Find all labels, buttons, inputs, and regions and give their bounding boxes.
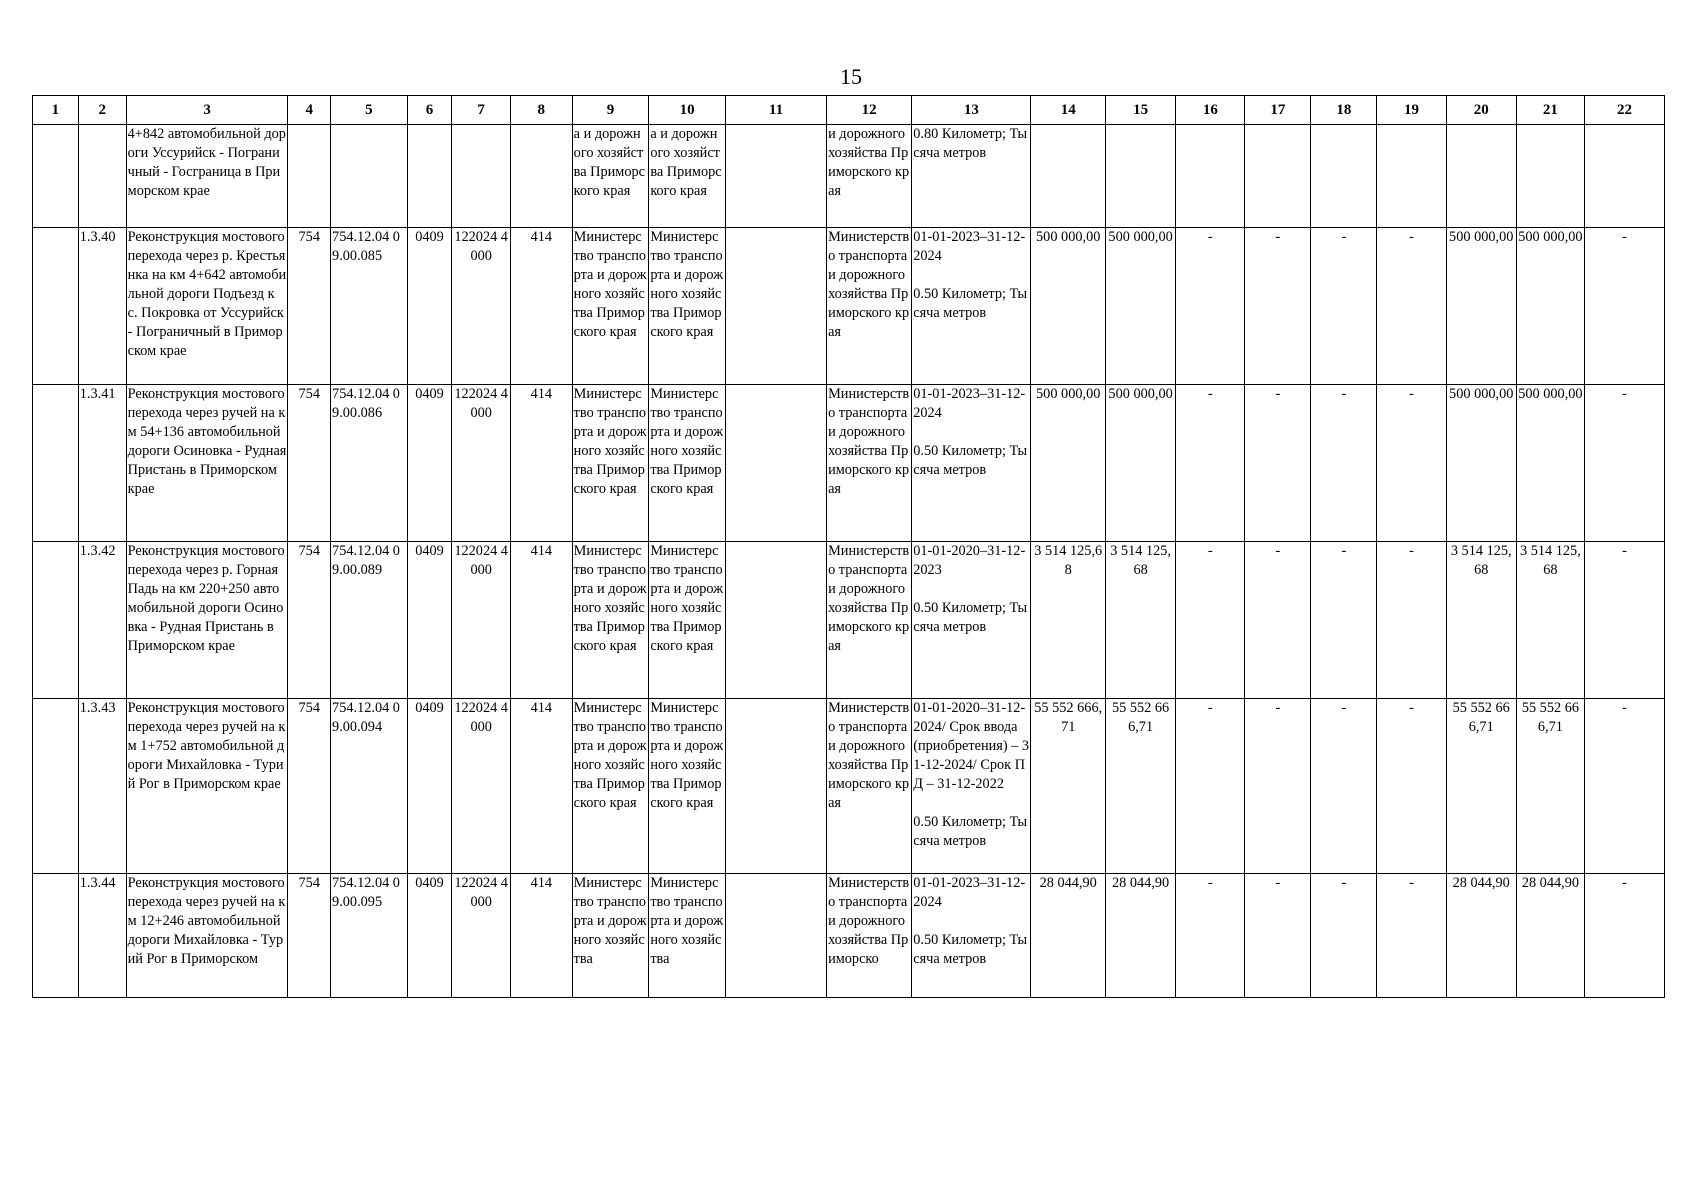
table-cell-col-11 [725,385,826,542]
table-cell-col-18: - [1311,874,1377,998]
table-cell-col-22: - [1584,874,1664,998]
table-cell-col-21 [1516,125,1584,228]
column-header: 12 [827,96,912,125]
table-cell-col-8: 414 [510,699,572,874]
table-cell-col-19: - [1377,228,1446,385]
table-cell-col-10: Министерство транспорта и дорожного хозяйства [649,874,726,998]
table-cell-col-17: - [1245,385,1311,542]
table-cell-col-4: 754 [288,874,331,998]
table-cell-col-12: Министерство транспорта и дорожного хозяйства Приморского края [827,385,912,542]
table-cell-col-3: 4+842 автомобильной дороги Уссурийск - Пограничный - Госграница в Приморском крае [126,125,288,228]
column-header: 20 [1446,96,1516,125]
table-cell-col-1 [33,874,79,998]
column-header: 10 [649,96,726,125]
table-cell-col-9: Министерство транспорта и дорожного хозяйства Приморского края [572,228,649,385]
table-cell-col-22: - [1584,542,1664,699]
table-row [33,699,1665,874]
table-cell-col-14: 3 514 125,68 [1031,542,1106,699]
table-cell-col-9: Министерство транспорта и дорожного хозяйства Приморского края [572,699,649,874]
table-cell-col-20 [1446,125,1516,228]
table-cell-col-6: 0409 [407,542,452,699]
column-header: 22 [1584,96,1664,125]
column-header: 2 [78,96,126,125]
table-cell-col-8: 414 [510,228,572,385]
table-cell-col-14: 500 000,00 [1031,228,1106,385]
table-cell-col-15: 28 044,90 [1105,874,1175,998]
column-header: 8 [510,96,572,125]
table-cell-col-17 [1245,125,1311,228]
table-cell-col-4: 754 [288,228,331,385]
table-cell-col-21: 55 552 666,71 [1516,699,1584,874]
table-cell-col-2: 1.3.41 [78,385,126,542]
table-cell-col-8: 414 [510,874,572,998]
table-cell-col-11 [725,228,826,385]
table-cell-col-15: 55 552 666,71 [1105,699,1175,874]
table-cell-col-17: - [1245,699,1311,874]
table-cell-col-17: - [1245,228,1311,385]
table-cell-col-9: Министерство транспорта и дорожного хозяйства Приморского края [572,385,649,542]
table-row [33,385,1665,542]
table-cell-col-21: 28 044,90 [1516,874,1584,998]
table-cell-col-12: Министерство транспорта и дорожного хозяйства Приморского края [827,699,912,874]
table-cell-col-17: - [1245,542,1311,699]
table-cell-col-20: 3 514 125,68 [1446,542,1516,699]
table-cell-col-5: 754.12.04 09.00.086 [331,385,408,542]
table-cell-col-20: 55 552 666,71 [1446,699,1516,874]
table-cell-col-6: 0409 [407,385,452,542]
table-cell-col-1 [33,385,79,542]
column-header: 15 [1105,96,1175,125]
column-header: 11 [725,96,826,125]
column-header: 13 [912,96,1031,125]
column-header: 17 [1245,96,1311,125]
table-cell-col-5: 754.12.04 09.00.085 [331,228,408,385]
column-header: 19 [1377,96,1446,125]
table-cell-col-7: 122024 4000 [452,699,511,874]
table-cell-col-6 [407,125,452,228]
table-cell-col-16: - [1176,385,1245,542]
table-cell-col-4: 754 [288,699,331,874]
table-cell-col-5 [331,125,408,228]
column-header: 5 [331,96,408,125]
table-cell-col-11 [725,699,826,874]
header-row [33,96,1665,125]
table-cell-col-20: 500 000,00 [1446,228,1516,385]
table-cell-col-10: Министерство транспорта и дорожного хозяйства Приморского края [649,228,726,385]
table-cell-col-22 [1584,125,1664,228]
column-header: 9 [572,96,649,125]
page-number: 15 [840,64,862,89]
table-cell-col-10: Министерство транспорта и дорожного хозяйства Приморского края [649,385,726,542]
table-cell-col-20: 28 044,90 [1446,874,1516,998]
table-cell-col-22: - [1584,228,1664,385]
table-cell-col-15: 500 000,00 [1105,228,1175,385]
table-cell-col-2 [78,125,126,228]
table-cell-col-7: 122024 4000 [452,542,511,699]
table-row [33,874,1665,998]
table-cell-col-5: 754.12.04 09.00.095 [331,874,408,998]
table-row [33,542,1665,699]
table-cell-col-9: Министерство транспорта и дорожного хозяйства Приморского края [572,542,649,699]
table-cell-col-8 [510,125,572,228]
table-cell-col-12: и дорожного хозяйства Приморского края [827,125,912,228]
table-cell-col-1 [33,699,79,874]
table-cell-col-4: 754 [288,542,331,699]
column-header: 14 [1031,96,1106,125]
table-cell-col-1 [33,228,79,385]
table-cell-col-12: Министерство транспорта и дорожного хозяйства Приморского края [827,228,912,385]
table-cell-col-5: 754.12.04 09.00.089 [331,542,408,699]
table-row [33,125,1665,228]
table-cell-col-18: - [1311,699,1377,874]
table-cell-col-21: 3 514 125,68 [1516,542,1584,699]
table-cell-col-3: Реконструкция мостового перехода через ручей на км 1+752 автомобильной дороги Михайловка - Турий Рог в Приморском крае [126,699,288,874]
table-cell-col-13: 01-01-2023–31-12-2024 0.50 Километр; Тысяча метров [912,874,1031,998]
column-header: 6 [407,96,452,125]
program-table [32,95,1665,998]
table-cell-col-5: 754.12.04 09.00.094 [331,699,408,874]
table-cell-col-18: - [1311,385,1377,542]
table-cell-col-19: - [1377,874,1446,998]
table-cell-col-2: 1.3.43 [78,699,126,874]
table-cell-col-15: 500 000,00 [1105,385,1175,542]
table-cell-col-13: 01-01-2020–31-12-2024/ Срок ввода (приобретения) – 31-12-2024/ Срок ПД – 31-12-2022 0.50 Километр; Тысяча метров [912,699,1031,874]
table-cell-col-16: - [1176,228,1245,385]
table-cell-col-18 [1311,125,1377,228]
table-cell-col-3: Реконструкция мостового перехода через р. Горная Падь на км 220+250 автомобильной дороги Осиновка - Рудная Пристань в Приморском крае [126,542,288,699]
table-cell-col-14: 500 000,00 [1031,385,1106,542]
table-cell-col-2: 1.3.40 [78,228,126,385]
column-header: 21 [1516,96,1584,125]
table-cell-col-11 [725,874,826,998]
table-cell-col-12: Министерство транспорта и дорожного хозяйства Приморско [827,874,912,998]
table-cell-col-21: 500 000,00 [1516,385,1584,542]
table-cell-col-2: 1.3.42 [78,542,126,699]
table-cell-col-15 [1105,125,1175,228]
table-cell-col-19 [1377,125,1446,228]
table-cell-col-3: Реконструкция мостового перехода через р. Крестьянка на км 4+642 автомобильной дороги Подъезд к с. Покровка от Уссурийск - Пограничный в Приморском крае [126,228,288,385]
table-cell-col-13: 01-01-2023–31-12-2024 0.50 Километр; Тысяча метров [912,385,1031,542]
table-cell-col-20: 500 000,00 [1446,385,1516,542]
table-cell-col-1 [33,125,79,228]
table-cell-col-13: 01-01-2023–31-12-2024 0.50 Километр; Тысяча метров [912,228,1031,385]
column-header: 3 [126,96,288,125]
table-cell-col-6: 0409 [407,874,452,998]
table-cell-col-13: 01-01-2020–31-12-2023 0.50 Километр; Тысяча метров [912,542,1031,699]
table-cell-col-18: - [1311,542,1377,699]
table-cell-col-7: 122024 4000 [452,385,511,542]
table-cell-col-3: Реконструкция мостового перехода через ручей на км 54+136 автомобильной дороги Осиновка - Рудная Пристань в Приморском крае [126,385,288,542]
table-cell-col-14: 55 552 666,71 [1031,699,1106,874]
column-header: 7 [452,96,511,125]
table-body [33,125,1665,998]
table-cell-col-7: 122024 4000 [452,228,511,385]
table-cell-col-14: 28 044,90 [1031,874,1106,998]
table-cell-col-11 [725,125,826,228]
table-cell-col-8: 414 [510,385,572,542]
table-cell-col-2: 1.3.44 [78,874,126,998]
table-row [33,228,1665,385]
column-header: 4 [288,96,331,125]
table-cell-col-6: 0409 [407,699,452,874]
table-cell-col-1 [33,542,79,699]
column-header: 1 [33,96,79,125]
table-cell-col-22: - [1584,385,1664,542]
table-cell-col-16: - [1176,699,1245,874]
table-cell-col-16: - [1176,542,1245,699]
table-cell-col-4: 754 [288,385,331,542]
table-cell-col-22: - [1584,699,1664,874]
table-cell-col-16: - [1176,874,1245,998]
table-cell-col-6: 0409 [407,228,452,385]
column-header: 16 [1176,96,1245,125]
table-cell-col-14 [1031,125,1106,228]
table-cell-col-9: Министерство транспорта и дорожного хозяйства [572,874,649,998]
table-cell-col-18: - [1311,228,1377,385]
table-cell-col-11 [725,542,826,699]
table-cell-col-4 [288,125,331,228]
table-cell-col-10: а и дорожного хозяйства Приморского края [649,125,726,228]
table-cell-col-13: 0.80 Километр; Тысяча метров [912,125,1031,228]
column-header: 18 [1311,96,1377,125]
table-cell-col-19: - [1377,542,1446,699]
table-cell-col-10: Министерство транспорта и дорожного хозяйства Приморского края [649,699,726,874]
table-cell-col-17: - [1245,874,1311,998]
table-cell-col-21: 500 000,00 [1516,228,1584,385]
table-cell-col-10: Министерство транспорта и дорожного хозяйства Приморского края [649,542,726,699]
table-cell-col-7 [452,125,511,228]
table-cell-col-19: - [1377,699,1446,874]
table-cell-col-8: 414 [510,542,572,699]
table-cell-col-12: Министерство транспорта и дорожного хозяйства Приморского края [827,542,912,699]
table-cell-col-15: 3 514 125,68 [1105,542,1175,699]
table-cell-col-7: 122024 4000 [452,874,511,998]
table-cell-col-3: Реконструкция мостового перехода через ручей на км 12+246 автомобильной дороги Михайловка - Турий Рог в Приморском [126,874,288,998]
table-cell-col-19: - [1377,385,1446,542]
table-cell-col-16 [1176,125,1245,228]
table-cell-col-9: а и дорожного хозяйства Приморского края [572,125,649,228]
